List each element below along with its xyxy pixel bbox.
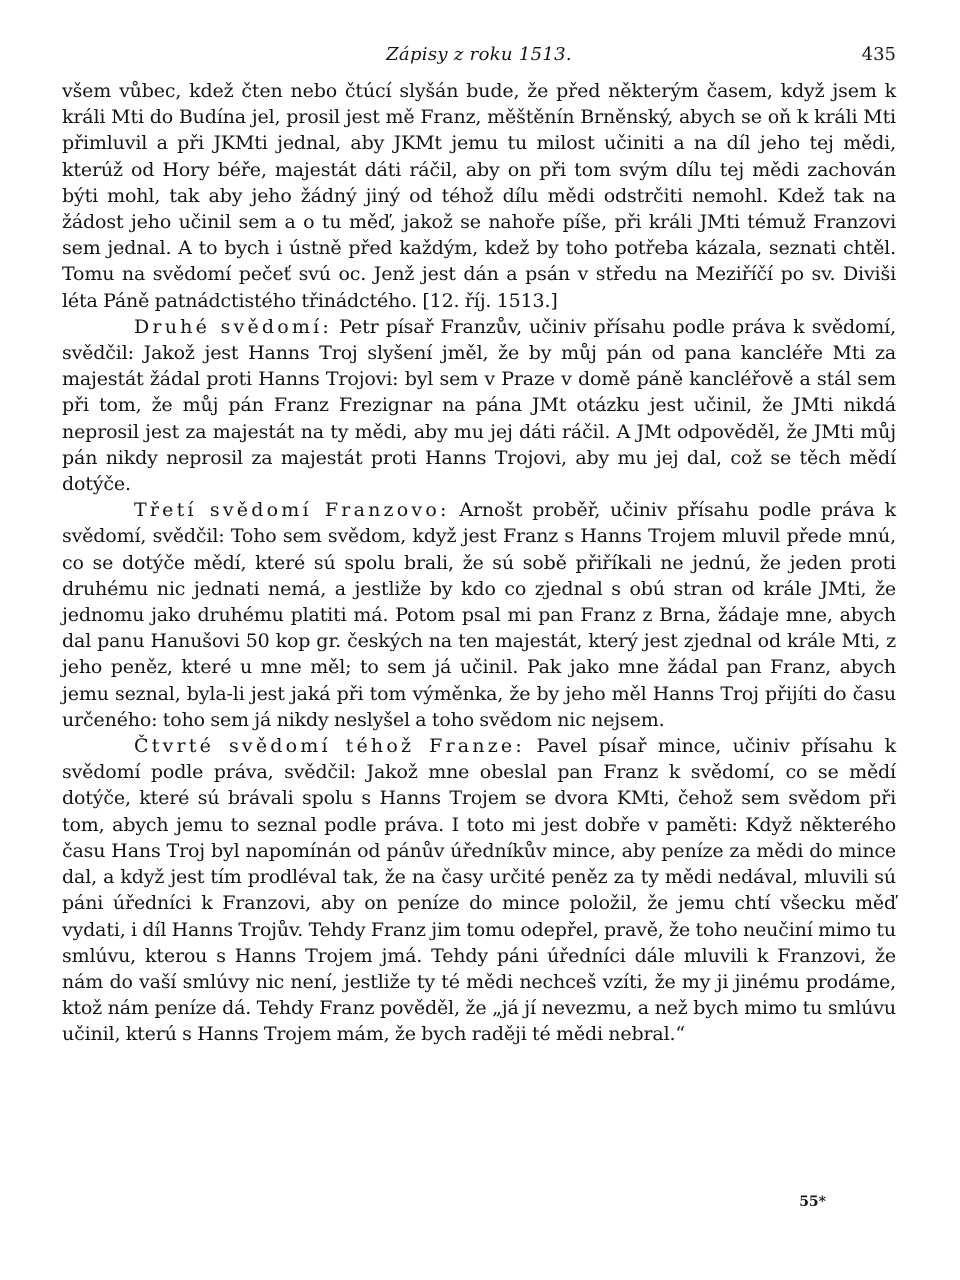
testimony-heading: Třetí svědomí Franzovo:: [134, 499, 450, 522]
page-number: 435: [861, 44, 896, 65]
body-text: [62, 78, 896, 1048]
testimony-heading: Druhé svědomí:: [134, 315, 333, 338]
paragraph-text: Petr písař Franzův, učiniv přísahu podle práva k svědomí, svědčil: Jakož jest Hanns Troj slyšení jměl, že by můj pán od pana kancléře Mti za majestát žádal proti Hanns Trojovi: byl sem v Praze v domě páně kancléřově a stál sem při tom, že můj pán Franz Frezignar na pána JMt otázku jest učinil, že JMti nikdá neprosil jest za majestát na ty mědi, aby mu jej dáti ráčil. A JMt odpověděl, že JMti můj pán nikdy neprosil za majestát proti Hanns Trojovi, aby mu jej dal, což se těch mědí dotýče.: [62, 315, 896, 496]
paragraph-second-testimony: [62, 314, 896, 497]
paragraph-fourth-testimony: [62, 733, 896, 1047]
book-page: [62, 44, 896, 1264]
signature-mark: 55*: [799, 1194, 826, 1210]
paragraph-text: Arnošt proběř, učiniv přísahu podle práva k svědomí, svědčil: Toho sem svědom, když jest Franz s Hanns Trojem mluvil přede mnú, co se dotýče mědí, které sú spolu brali, že sú sobě přiříkali ne jednú, že jeden proti druhému nic jednati nemá, a jestliže by kdo co zjednal s obú stran od krále JMti, že jednomu jako druhému platiti má. Potom psal mi pan Franz z Brna, žádaje mne, abych dal panu Hanušovi 50 kop gr. českých na ten majestát, který jest zjednal od krále Mti, z jeho peněz, které u mne měl; to sem já učinil. Pak jako mne žádal pan Franz, abych jemu seznal, byla-li jest jaká při tom výměnka, že by jeho měl Hanns Troj přijíti do času určeného: toho sem já nikdy neslyšel a toho svědom nic nejsem.: [62, 499, 897, 731]
paragraph-text: všem vůbec, kdež čten nebo čtúcí slyšán bude, že před některým časem, když jsem k králi Mti do Budína jel, prosil jest mě Franz, měštěnín Brněnský, abych se oň k králi Mti přimluvil a při JKMti jednal, aby JKMt jemu tu milost učiniti a na díl jeho tej mědi, kterúž od Hory béře, majestát dáti ráčil, aby on při tom svým dílu tej mědi zachován býti mohl, tak aby jeho žádný jiný od téhož dílu mědi odstrčiti nemohl. Kdež tak na žádost jeho učinil sem a o tu měď, jakož se nahoře píše, při králi JMti témuž Franzovi sem jednal. A to bych i ústně před každým, kdež by toho potřeba kázala, seznati chtěl. Tomu na svědomí pečeť svú oc. Jenž jest dán a psán v středu na Meziříčí po sv. Diviši léta Páně patnádctistého třinádctého. [12. říj. 1513.]: [62, 80, 896, 312]
paragraph-continuation: [62, 78, 896, 314]
paragraph-text: Pavel písař mince, učiniv přísahu k svědomí podle práva, svědčil: Jakož mne obeslal pan Franz k svědomí, co se mědí dotýče, které sú brávali spolu s Hanns Trojem se dvora KMti, čehož sem svědom při tom, abych jemu to seznal podle práva. I toto mi jest dobře v paměti: Když některého času Hans Troj byl napomínán od pánův úředníkův mince, aby peníze za mědi do mince dal, a když jest tím prodléval tak, že na časy určité peněz za ty mědi nedával, mluvili sú páni úředníci k Franzovi, aby on peníze do mince položil, že jemu chtí všecku měď vydati, i díl Hanns Trojův. Tehdy Franz jim tomu odepřel, pravě, že toho neučiní mimo tu smlúvu, kterou s Hanns Trojem jmá. Tehdy páni úředníci dále mluvili k Franzovi, že nám do vaší smlúvy nic není, jestliže ty té mědi nechceš vzíti, že my ji jinému prodáme, ktož nám peníze dá. Tehdy Franz pověděl, že „já jí nevezmu, a než bych mimo tu smlúvu učinil, kterú s Hanns Trojem mám, že bych raději té mědi nebral.“: [62, 735, 897, 1046]
running-title: Zápisy z roku 1513.: [386, 44, 572, 65]
running-head: [62, 44, 896, 78]
testimony-heading: Čtvrté svědomí téhož Franze:: [134, 735, 525, 758]
paragraph-third-testimony: [62, 497, 896, 733]
